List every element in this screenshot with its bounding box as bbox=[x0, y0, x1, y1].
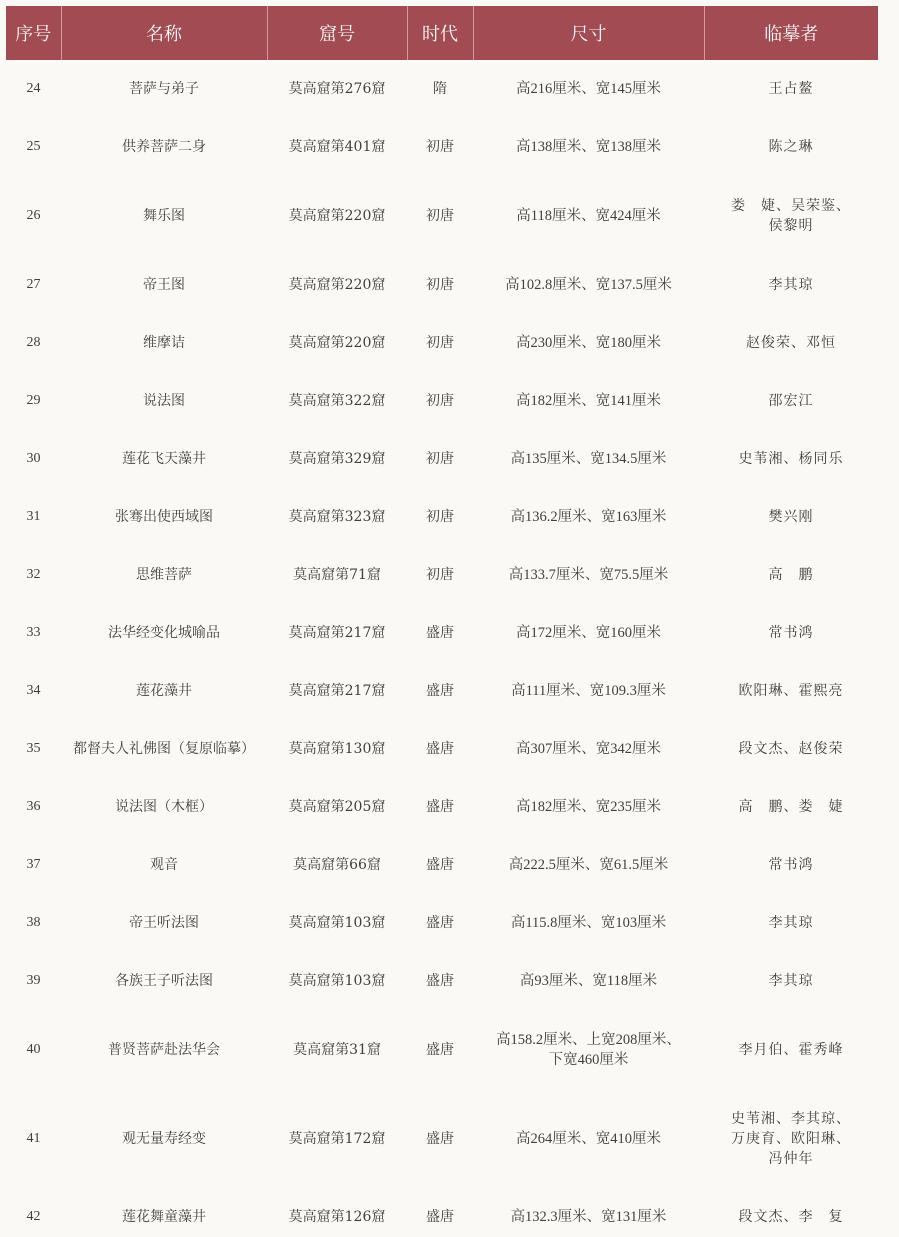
cell-cave: 莫高窟第205窟 bbox=[288, 799, 386, 815]
cell-cave: 莫高窟第130窟 bbox=[288, 741, 386, 757]
cell-cave: 莫高窟第401窟 bbox=[288, 139, 386, 155]
cell-size-line: 高158.2厘米、上宽208厘米、 bbox=[496, 1032, 681, 1048]
cell-name: 舞乐图 bbox=[143, 208, 185, 224]
table-row bbox=[6, 604, 878, 662]
cell-number: 32 bbox=[26, 567, 41, 582]
header-size: 尺寸 bbox=[473, 6, 704, 60]
cell-size-line: 高93厘米、宽118厘米 bbox=[519, 973, 658, 989]
cell-cave: 莫高窟第220窟 bbox=[288, 208, 386, 224]
cell-name: 帝王图 bbox=[143, 277, 185, 293]
table-row bbox=[6, 952, 878, 1010]
cell-number: 39 bbox=[26, 973, 41, 988]
cell-cave: 莫高窟第103窟 bbox=[288, 915, 386, 931]
cell-number: 38 bbox=[26, 915, 41, 930]
cell-painter-line: 樊兴刚 bbox=[768, 509, 814, 525]
cell-cave: 莫高窟第329窟 bbox=[288, 451, 386, 467]
cell-era: 初唐 bbox=[426, 208, 454, 224]
cell-size-line: 高182厘米、宽141厘米 bbox=[516, 393, 661, 409]
cell-size bbox=[473, 546, 704, 604]
cell-painter-line: 王占鳌 bbox=[768, 81, 814, 97]
cell-era: 初唐 bbox=[426, 139, 454, 155]
cell-size bbox=[473, 894, 704, 952]
cell-painter bbox=[704, 604, 878, 662]
cell-painter bbox=[704, 256, 878, 314]
cell-size bbox=[473, 430, 704, 488]
table-row bbox=[6, 60, 878, 118]
cell-number: 30 bbox=[26, 451, 41, 466]
table-row bbox=[6, 1010, 878, 1090]
cell-size-line: 高133.7厘米、宽75.5厘米 bbox=[508, 567, 669, 583]
cell-painter-line: 陈之琳 bbox=[768, 139, 814, 155]
cell-name: 莲花舞童藻井 bbox=[122, 1209, 206, 1225]
cell-painter-line: 侯黎明 bbox=[768, 218, 814, 234]
cell-era: 初唐 bbox=[426, 451, 454, 467]
cell-painter bbox=[704, 60, 878, 118]
cell-era: 盛唐 bbox=[426, 1042, 454, 1058]
cell-cave: 莫高窟第217窟 bbox=[288, 683, 386, 699]
cell-number: 41 bbox=[26, 1131, 41, 1146]
cell-name: 说法图（木框） bbox=[115, 799, 213, 815]
cell-painter-line: 冯仲年 bbox=[768, 1151, 814, 1167]
cell-painter-line: 段文杰、李 复 bbox=[738, 1209, 844, 1225]
cell-name: 都督夫人礼佛图（复原临摹） bbox=[73, 741, 255, 757]
cell-number: 35 bbox=[26, 741, 41, 756]
cell-painter bbox=[704, 1188, 878, 1237]
cell-cave: 莫高窟第103窟 bbox=[288, 973, 386, 989]
table-row bbox=[6, 778, 878, 836]
cell-size-line: 高182厘米、宽235厘米 bbox=[516, 799, 661, 815]
cell-number: 29 bbox=[26, 393, 41, 408]
cell-cave: 莫高窟第276窟 bbox=[288, 81, 386, 97]
cell-era: 初唐 bbox=[426, 509, 454, 525]
table-row bbox=[6, 488, 878, 546]
cell-number: 25 bbox=[26, 139, 41, 154]
cell-era: 初唐 bbox=[426, 277, 454, 293]
cell-size bbox=[473, 1090, 704, 1188]
cell-size bbox=[473, 176, 704, 256]
catalog-table bbox=[6, 6, 878, 1237]
table-row bbox=[6, 118, 878, 176]
cell-cave: 莫高窟第71窟 bbox=[293, 567, 381, 583]
cell-size bbox=[473, 836, 704, 894]
cell-number: 26 bbox=[26, 208, 41, 223]
cell-size-line: 高111厘米、宽109.3厘米 bbox=[511, 683, 666, 699]
cell-painter bbox=[704, 778, 878, 836]
cell-size bbox=[473, 662, 704, 720]
cell-painter bbox=[704, 720, 878, 778]
cell-size-line: 高132.3厘米、宽131厘米 bbox=[510, 1209, 667, 1225]
cell-painter-line: 常书鸿 bbox=[768, 857, 814, 873]
header-painter: 临摹者 bbox=[704, 6, 878, 60]
cell-name: 思维菩萨 bbox=[136, 567, 192, 583]
cell-era: 盛唐 bbox=[426, 973, 454, 989]
cell-size-line: 高222.5厘米、宽61.5厘米 bbox=[508, 857, 669, 873]
cell-painter-line: 李其琼 bbox=[768, 277, 814, 293]
cell-painter bbox=[704, 952, 878, 1010]
cell-size-line: 下宽460厘米 bbox=[548, 1052, 629, 1068]
cell-number: 28 bbox=[26, 335, 41, 350]
header-name: 名称 bbox=[61, 6, 267, 60]
table-row bbox=[6, 546, 878, 604]
cell-painter-line: 李其琼 bbox=[768, 915, 814, 931]
cell-painter-line: 李其琼 bbox=[768, 973, 814, 989]
cell-era: 初唐 bbox=[426, 335, 454, 351]
cell-size-line: 高307厘米、宽342厘米 bbox=[516, 741, 661, 757]
cell-name: 普贤菩萨赴法华会 bbox=[108, 1042, 220, 1058]
cell-era: 盛唐 bbox=[426, 799, 454, 815]
cell-painter-line: 段文杰、赵俊荣 bbox=[738, 741, 844, 757]
cell-painter-line: 邵宏江 bbox=[768, 393, 814, 409]
cell-painter bbox=[704, 314, 878, 372]
cell-painter bbox=[704, 1090, 878, 1188]
table-row bbox=[6, 836, 878, 894]
cell-era: 盛唐 bbox=[426, 1209, 454, 1225]
cell-size bbox=[473, 118, 704, 176]
cell-painter bbox=[704, 894, 878, 952]
cell-size-line: 高264厘米、宽410厘米 bbox=[516, 1131, 661, 1147]
cell-size bbox=[473, 952, 704, 1010]
cell-name: 莲花藻井 bbox=[136, 683, 192, 699]
cell-name: 供养菩萨二身 bbox=[122, 139, 206, 155]
cell-number: 33 bbox=[26, 625, 41, 640]
cell-size-line: 高230厘米、宽180厘米 bbox=[516, 335, 661, 351]
cell-number: 24 bbox=[26, 81, 41, 96]
cell-size bbox=[473, 1188, 704, 1237]
cell-name: 法华经变化城喻品 bbox=[108, 625, 220, 641]
cell-cave: 莫高窟第220窟 bbox=[288, 277, 386, 293]
cell-painter bbox=[704, 372, 878, 430]
table-row bbox=[6, 1188, 878, 1237]
cell-cave: 莫高窟第323窟 bbox=[288, 509, 386, 525]
cell-size-line: 高138厘米、宽138厘米 bbox=[516, 139, 661, 155]
cell-size bbox=[473, 60, 704, 118]
cell-number: 42 bbox=[26, 1209, 41, 1224]
table-row bbox=[6, 1090, 878, 1188]
cell-number: 27 bbox=[26, 277, 41, 292]
header-era: 时代 bbox=[407, 6, 473, 60]
table-row bbox=[6, 430, 878, 488]
table-row bbox=[6, 720, 878, 778]
cell-era: 盛唐 bbox=[426, 625, 454, 641]
cell-cave: 莫高窟第217窟 bbox=[288, 625, 386, 641]
cell-size-line: 高136.2厘米、宽163厘米 bbox=[510, 509, 667, 525]
cell-painter bbox=[704, 176, 878, 256]
cell-name: 维摩诘 bbox=[143, 335, 185, 351]
cell-name: 菩萨与弟子 bbox=[129, 81, 199, 97]
cell-painter-line: 高 鹏 bbox=[768, 567, 814, 583]
cell-painter-line: 赵俊荣、邓恒 bbox=[746, 335, 836, 351]
cell-name: 张骞出使西域图 bbox=[115, 509, 213, 525]
cell-era: 盛唐 bbox=[426, 1131, 454, 1147]
cell-number: 31 bbox=[26, 509, 41, 524]
cell-cave: 莫高窟第66窟 bbox=[293, 857, 381, 873]
cell-era: 盛唐 bbox=[426, 857, 454, 873]
table-row bbox=[6, 256, 878, 314]
cell-name: 帝王听法图 bbox=[129, 915, 199, 931]
cell-painter bbox=[704, 546, 878, 604]
cell-cave: 莫高窟第322窟 bbox=[288, 393, 386, 409]
cell-size bbox=[473, 1010, 704, 1090]
cell-painter-line: 万庚育、欧阳琳、 bbox=[731, 1131, 851, 1147]
cell-painter-line: 娄 婕、吴荣鉴、 bbox=[731, 198, 851, 214]
cell-painter bbox=[704, 488, 878, 546]
cell-painter bbox=[704, 118, 878, 176]
cell-size bbox=[473, 314, 704, 372]
catalog-table-wrapper bbox=[6, 6, 878, 1237]
cell-era: 盛唐 bbox=[426, 741, 454, 757]
cell-size bbox=[473, 778, 704, 836]
cell-size bbox=[473, 488, 704, 546]
table-row bbox=[6, 176, 878, 256]
cell-cave: 莫高窟第31窟 bbox=[293, 1042, 381, 1058]
cell-painter-line: 常书鸿 bbox=[768, 625, 814, 641]
cell-number: 37 bbox=[26, 857, 41, 872]
cell-size-line: 高102.8厘米、宽137.5厘米 bbox=[505, 277, 672, 293]
cell-era: 盛唐 bbox=[426, 915, 454, 931]
cell-name: 观音 bbox=[150, 857, 178, 873]
cell-era: 盛唐 bbox=[426, 683, 454, 699]
cell-number: 40 bbox=[26, 1042, 41, 1057]
table-row bbox=[6, 372, 878, 430]
cell-number: 36 bbox=[26, 799, 41, 814]
cell-size-line: 高216厘米、宽145厘米 bbox=[516, 81, 661, 97]
table-row bbox=[6, 662, 878, 720]
cell-era: 初唐 bbox=[426, 567, 454, 583]
cell-painter bbox=[704, 662, 878, 720]
cell-cave: 莫高窟第126窟 bbox=[288, 1209, 386, 1225]
cell-name: 说法图 bbox=[143, 393, 185, 409]
cell-size-line: 高118厘米、宽424厘米 bbox=[516, 208, 661, 224]
cell-name: 莲花飞天藻井 bbox=[122, 451, 206, 467]
cell-name: 各族王子听法图 bbox=[115, 973, 213, 989]
cell-size bbox=[473, 604, 704, 662]
table-body bbox=[6, 60, 878, 1237]
cell-painter-line: 高 鹏、娄 婕 bbox=[738, 799, 844, 815]
cell-size bbox=[473, 720, 704, 778]
cell-painter-line: 史苇湘、李其琼、 bbox=[731, 1111, 851, 1127]
table-row bbox=[6, 894, 878, 952]
cell-size bbox=[473, 256, 704, 314]
cell-cave: 莫高窟第172窟 bbox=[288, 1131, 386, 1147]
cell-name: 观无量寿经变 bbox=[122, 1131, 206, 1147]
cell-size bbox=[473, 372, 704, 430]
cell-size-line: 高172厘米、宽160厘米 bbox=[516, 625, 661, 641]
table-row bbox=[6, 314, 878, 372]
cell-cave: 莫高窟第220窟 bbox=[288, 335, 386, 351]
cell-era: 初唐 bbox=[426, 393, 454, 409]
header-cave: 窟号 bbox=[267, 6, 407, 60]
cell-painter-line: 史苇湘、杨同乐 bbox=[738, 451, 844, 467]
cell-painter bbox=[704, 430, 878, 488]
cell-size-line: 高135厘米、宽134.5厘米 bbox=[510, 451, 667, 467]
cell-era: 隋 bbox=[433, 81, 447, 97]
cell-painter bbox=[704, 836, 878, 894]
header-number: 序号 bbox=[6, 6, 61, 60]
cell-painter bbox=[704, 1010, 878, 1090]
cell-painter-line: 欧阳琳、霍熙亮 bbox=[738, 683, 844, 699]
cell-number: 34 bbox=[26, 683, 41, 698]
cell-size-line: 高115.8厘米、宽103厘米 bbox=[510, 915, 667, 931]
table-header bbox=[6, 6, 878, 60]
cell-painter-line: 李月伯、霍秀峰 bbox=[738, 1042, 844, 1058]
